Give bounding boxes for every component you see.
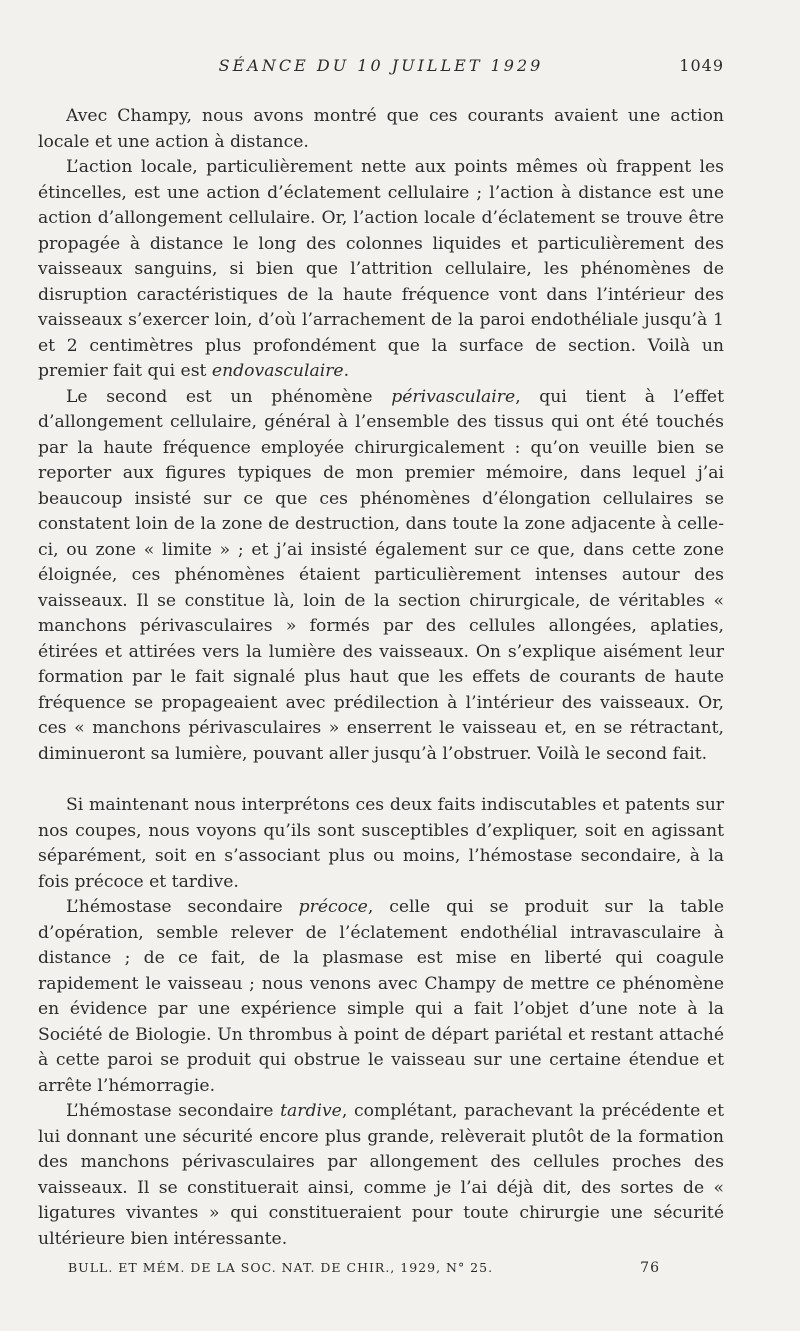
footer-citation: BULL. ET MÉM. DE LA SOC. NAT. DE CHIR., 1929, N° 25. bbox=[68, 1260, 494, 1275]
running-header-title: SÉANCE DU 10 JUILLET 1929 bbox=[218, 56, 544, 75]
text-run: . bbox=[343, 361, 350, 381]
text-run: L’hémostase secondaire bbox=[66, 1101, 281, 1121]
text-run: Si maintenant nous interprétons ces deux faits indiscutables et patents sur nos coupes, nous voyons qu’ils sont susceptibles d’expliquer, soit en agissant séparément, soit en s’associant plus ou moins, l’hémostase secondaire, à la fois précoce et tardive. bbox=[38, 795, 724, 892]
paragraph bbox=[38, 793, 724, 895]
text-run: L’action locale, particulièrement nette aux points mêmes où frappent les étincelles, est une action d’éclatement cellulaire ; l’action à distance est une action d’allongement cellulaire. Or, l’action locale d’éclatement se trouve être propagée à distance le long des colonnes liquides et particulièrement des vaisseaux sanguins, si bien que l’attrition cellulaire, les phénomènes de disruption caractéristiques de la haute fréquence vont dans l’intérieur des vaisseaux s’exercer loin, d’où l’arrachement de la paroi endothéliale jusqu’à 1 et 2 centimètres plus profondément que la surface de section. Voilà un premier fait qui est bbox=[38, 157, 724, 381]
text-run: Avec Champy, nous avons montré que ces courants avaient une action locale et une action à distance. bbox=[38, 106, 724, 152]
paragraph bbox=[38, 155, 724, 385]
text-run: Le second est un phénomène bbox=[66, 386, 392, 407]
paragraph bbox=[38, 104, 724, 155]
signature-mark: 76 bbox=[640, 1260, 660, 1276]
page-number: 1049 bbox=[679, 56, 724, 75]
running-header bbox=[38, 56, 724, 82]
italic-term: tardive bbox=[280, 1101, 342, 1121]
text-run: L’hémostase secondaire bbox=[66, 897, 299, 917]
text-run: , celle qui se produit sur la table d’opération, semble relever de l’éclatement endothélial intravasculaire à distance ; de ce fait, de la plasmase est mise en liberté qui coagule rapidement le vaisseau ; nous venons avec Champy de mettre ce phénomène en évidence par une expérience simple qui a fait l’objet d’une note à la Société de Biologie. Un thrombus à point de départ pariétal et restant attaché à cette paroi se produit qui obstrue le vaisseau sur une certaine étendue et arrête l’hémorragie. bbox=[38, 897, 725, 1096]
paragraph bbox=[38, 385, 724, 768]
paragraph bbox=[38, 1099, 724, 1252]
italic-term: endovasculaire bbox=[211, 361, 344, 381]
italic-term: précoce bbox=[298, 897, 368, 917]
text-run: , qui tient à l’effet d’allongement cellulaire, général à l’ensemble des tissus qui ont été touchés par la haute fréquence employée chirurgicalement : qu’on veuille bien se reporter aux figures typiques de mon premier mémoire, dans lequel j’ai beaucoup insisté sur ce que ces phénomènes d’élongation cellulaires se constatent loin de la zone de destruction, dans toute la zone adjacente à celle-ci, ou zone « limite » ; et j’ai insisté également sur ce que, dans cette zone éloignée, ces phénomènes étaient particulièrement intenses autour des vaisseaux. Il se constitue là, loin de la section chirurgicale, de véritables « manchons périvasculaires » formés par des cellules allongées, aplaties, étirées et attirées vers la lumière des vaisseaux. On s’explique aisément leur formation par le fait signalé plus haut que les effets de courants de haute fréquence se propageaient avec prédilection à l’intérieur des vaisseaux. Or, ces « manchons périvasculaires » enserrent le vaisseau et, en se rétractant, diminueront sa lumière, pouvant aller jusqu’à l’obstruer. Voilà le second fait. bbox=[38, 386, 724, 764]
text-run: , complétant, parachevant la précédente et lui donnant une sécurité encore plus grande, relèverait plutôt de la formation des manchons périvasculaires par allongement des cellules proches des vaisseaux. Il se constituerait ainsi, comme je l’ai déjà dit, des sortes de « ligatures vivantes » qui constitueraient pour toute chirurgie une sécurité ultérieure bien intéressante. bbox=[38, 1101, 724, 1249]
footer bbox=[68, 1260, 660, 1275]
italic-term: périvasculaire bbox=[391, 386, 516, 407]
paragraph bbox=[38, 895, 724, 1099]
document-page bbox=[38, 56, 724, 1252]
body-text bbox=[38, 104, 724, 1252]
